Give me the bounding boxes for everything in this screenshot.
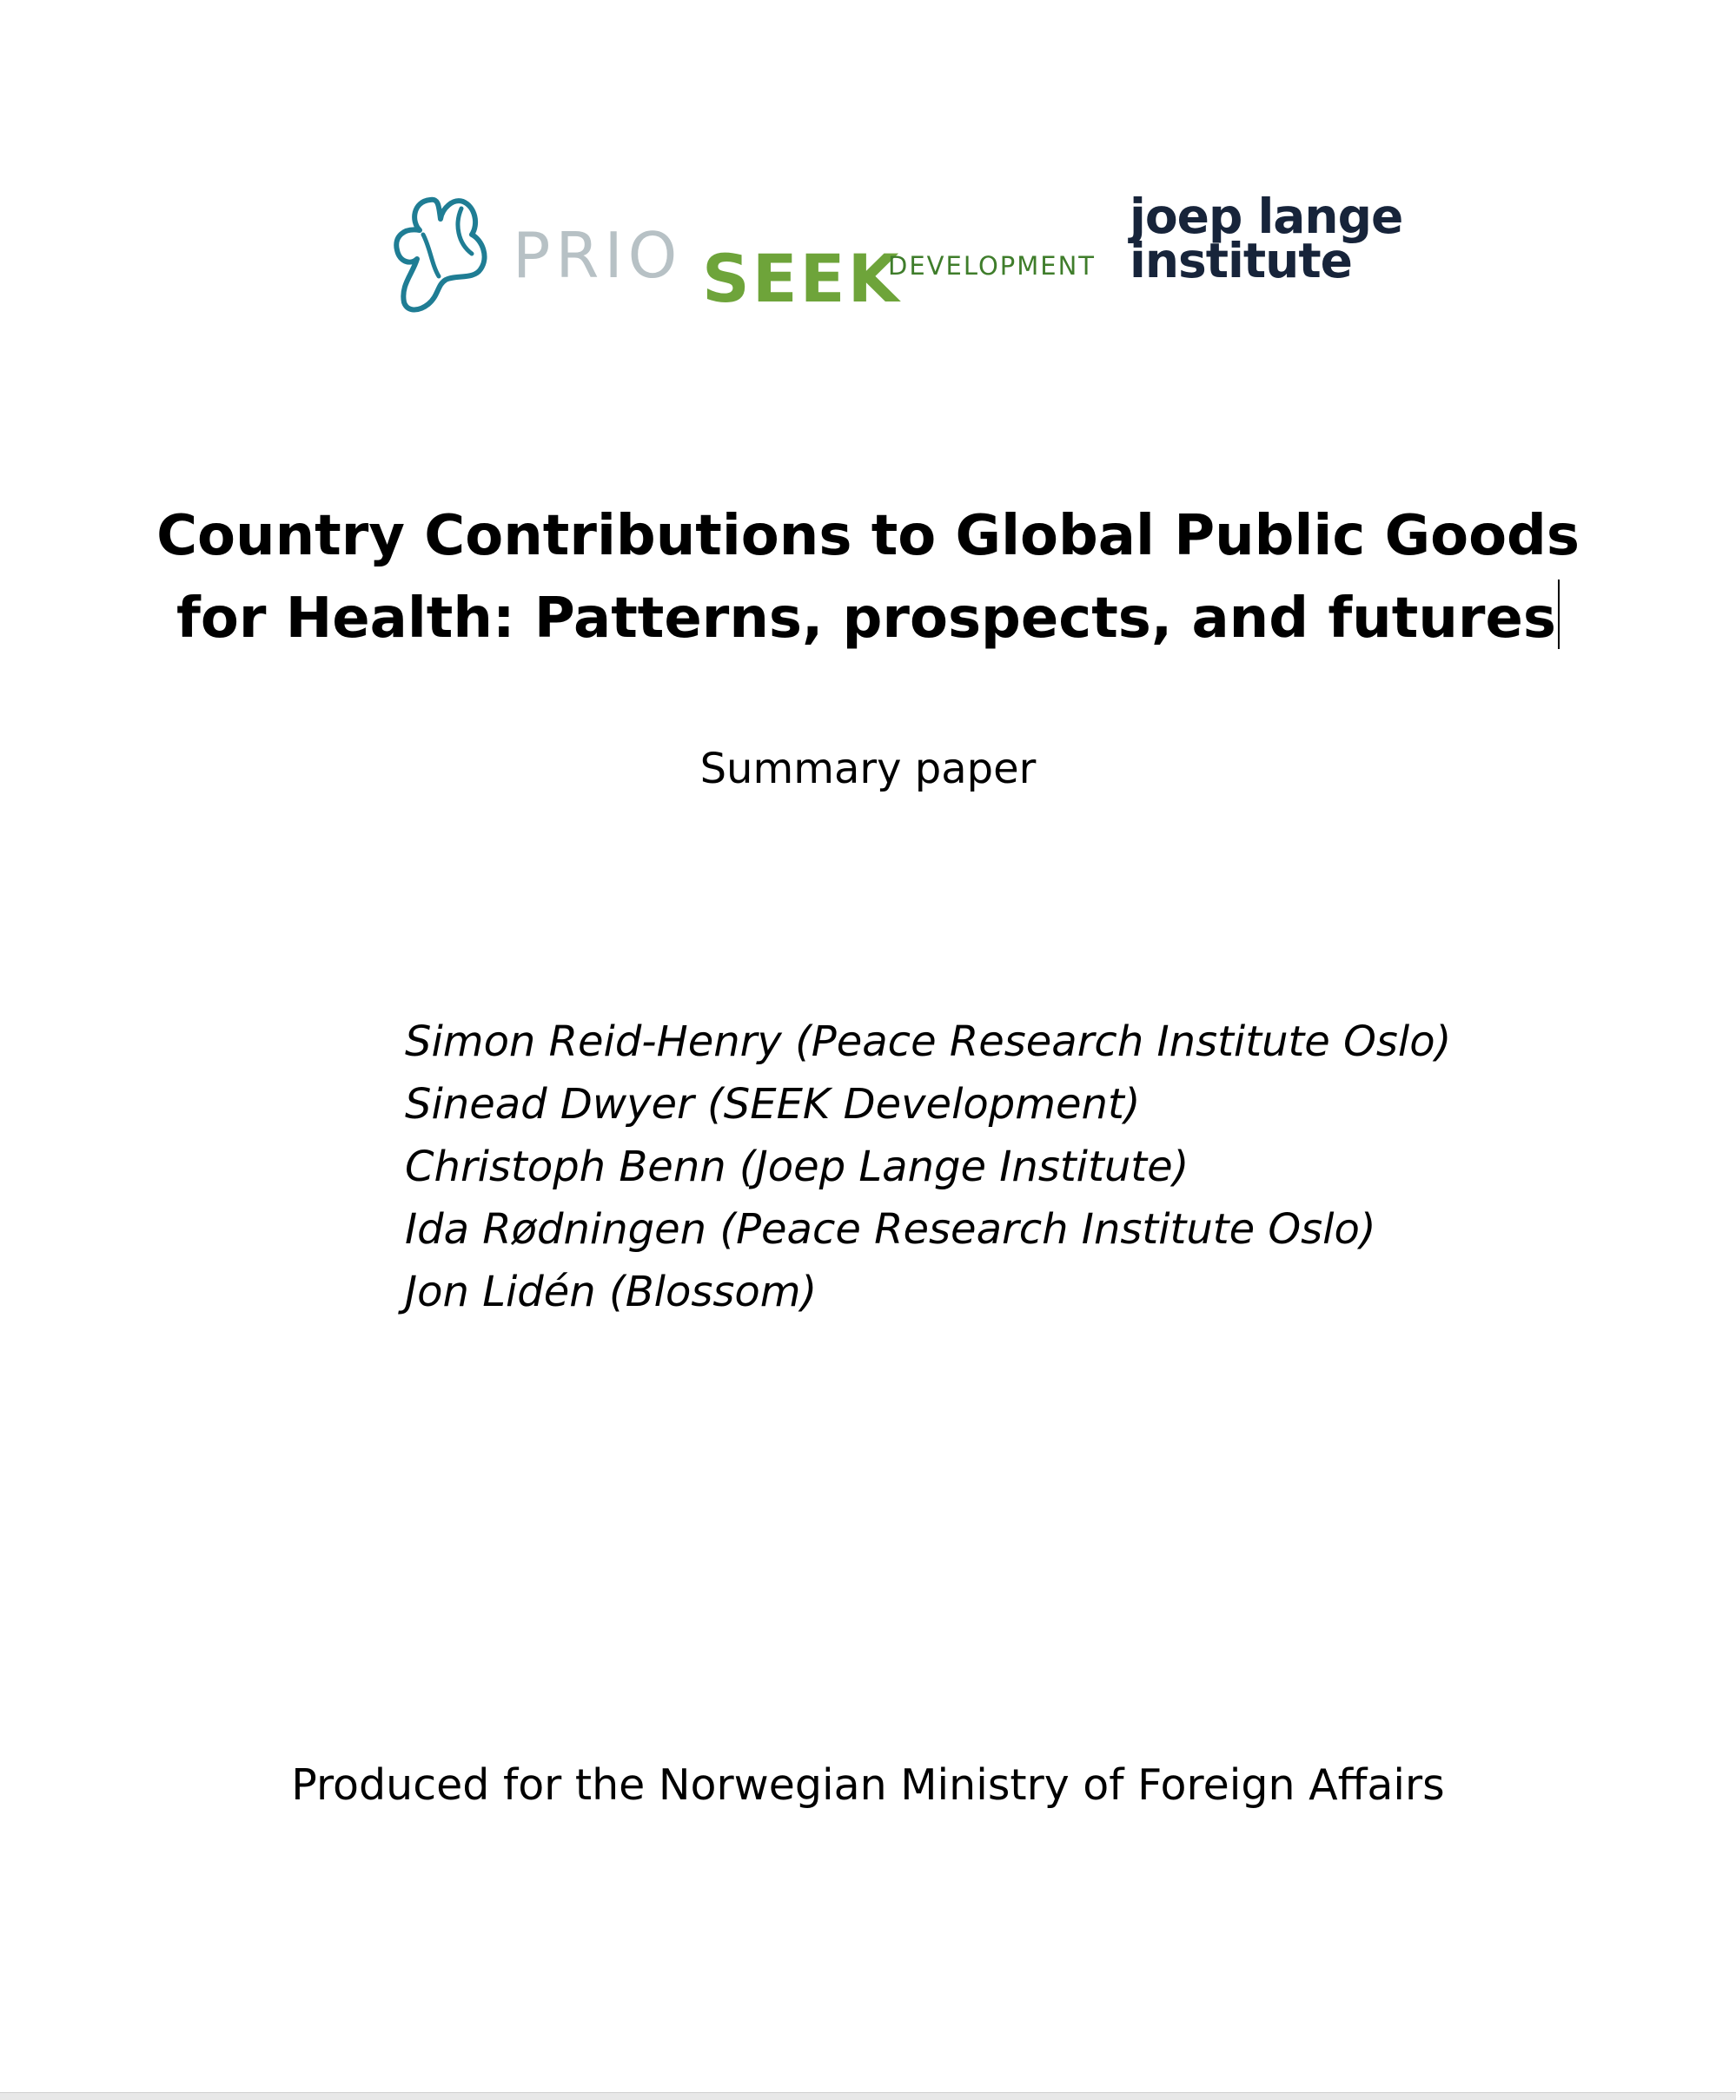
joep-logo-line2: institute [1130, 233, 1352, 288]
joep-lange-institute-logo [1130, 189, 1403, 288]
produced-for-line: Produced for the Norwegian Ministry of Foreign Affairs [291, 1760, 1445, 1810]
logo-row [0, 0, 1736, 365]
seek-development-text: DEVELOPMENT [888, 251, 1097, 281]
joep-logo-line1: joep lange [1130, 189, 1403, 244]
author-item: Christoph Benn (Joep Lange Institute) [405, 1143, 1189, 1191]
document-title [0, 495, 1736, 660]
prio-logo-text: PRIO [513, 219, 683, 292]
title-line-2: for Health: Patterns, prospects, and futures [176, 586, 1556, 651]
document-subtitle: Summary paper [699, 745, 1037, 793]
author-list [405, 1010, 1451, 1323]
seek-logo-text: SEEK [702, 240, 902, 317]
author-item: Ida Rødningen (Peace Research Institute Oslo) [405, 1205, 1376, 1254]
title-line-1: Country Contributions to Global Public Goods [156, 504, 1580, 568]
author-item: Simon Reid-Henry (Peace Research Institute Oslo) [405, 1017, 1452, 1066]
prio-logo-mark [378, 182, 517, 321]
author-item: Jon Lidén (Blossom) [405, 1268, 818, 1316]
title-line-2-wrap [0, 578, 1736, 660]
author-item: Sinead Dwyer (SEEK Development) [405, 1080, 1141, 1129]
text-cursor [1558, 580, 1560, 649]
